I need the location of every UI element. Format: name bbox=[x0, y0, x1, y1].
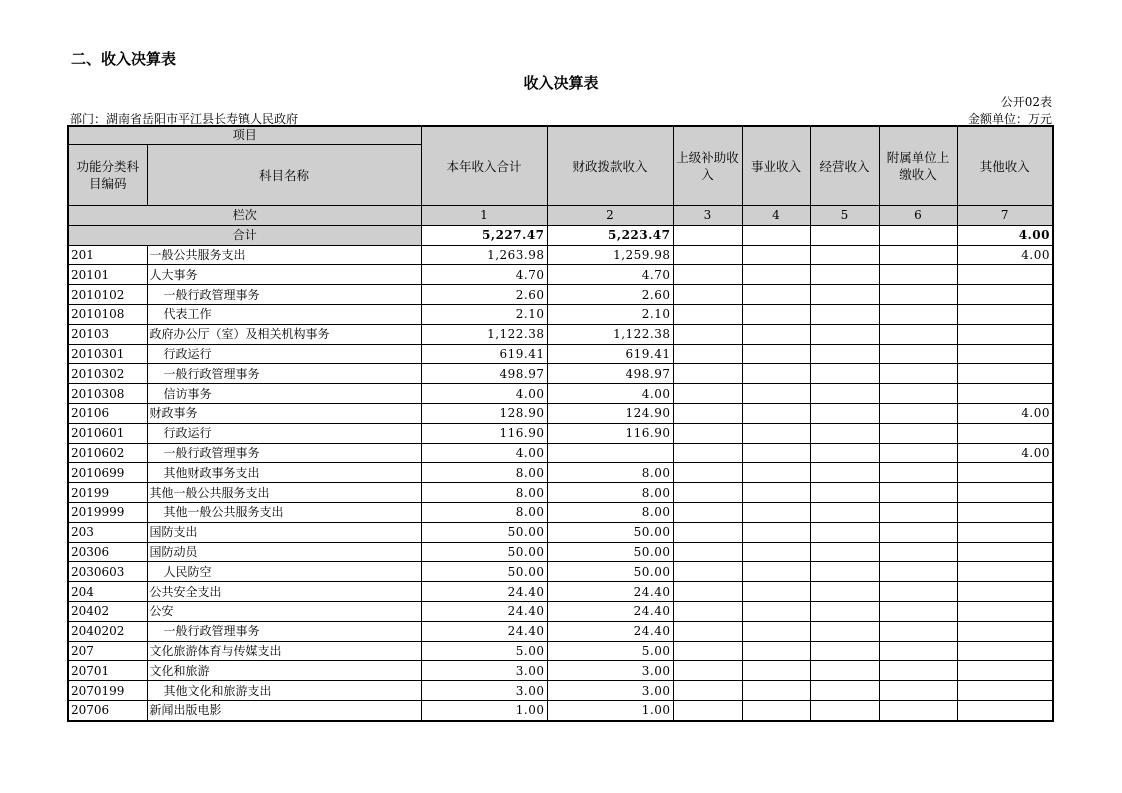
row-value bbox=[879, 542, 957, 562]
row-value bbox=[673, 304, 742, 324]
row-value: 50.00 bbox=[421, 542, 547, 562]
row-value bbox=[810, 621, 879, 641]
row-value bbox=[879, 601, 957, 621]
row-name: 一般行政管理事务 bbox=[147, 364, 421, 384]
row-value bbox=[547, 443, 673, 463]
row-value bbox=[742, 304, 810, 324]
header-col-3: 上级补助收入 bbox=[673, 126, 742, 206]
row-value: 24.40 bbox=[547, 601, 673, 621]
row-code: 2010602 bbox=[68, 443, 147, 463]
col-num: 5 bbox=[810, 206, 879, 226]
row-value: 50.00 bbox=[421, 522, 547, 542]
row-value bbox=[673, 641, 742, 661]
row-value: 24.40 bbox=[421, 601, 547, 621]
row-value bbox=[957, 601, 1053, 621]
table-row bbox=[68, 522, 1053, 542]
form-number: 公开02表 bbox=[1000, 95, 1052, 109]
row-value bbox=[957, 463, 1053, 483]
row-label-cell: 栏次 bbox=[68, 206, 421, 226]
row-value bbox=[957, 681, 1053, 701]
row-value bbox=[879, 364, 957, 384]
row-code: 20402 bbox=[68, 601, 147, 621]
table-row bbox=[68, 641, 1053, 661]
row-value bbox=[879, 265, 957, 285]
row-value bbox=[879, 661, 957, 681]
row-value: 128.90 bbox=[421, 403, 547, 423]
header-col-1: 本年收入合计 bbox=[421, 126, 547, 206]
row-name: 公共安全支出 bbox=[147, 582, 421, 602]
row-name: 其他一般公共服务支出 bbox=[147, 502, 421, 522]
row-value bbox=[742, 681, 810, 701]
row-value bbox=[879, 562, 957, 582]
total-value bbox=[742, 225, 810, 245]
row-value bbox=[810, 364, 879, 384]
header-code: 功能分类科目编码 bbox=[68, 145, 147, 206]
row-value: 4.00 bbox=[547, 384, 673, 404]
row-value: 50.00 bbox=[547, 542, 673, 562]
row-name: 其他文化和旅游支出 bbox=[147, 681, 421, 701]
row-value bbox=[673, 601, 742, 621]
row-value: 24.40 bbox=[547, 621, 673, 641]
row-code: 203 bbox=[68, 522, 147, 542]
row-value: 498.97 bbox=[547, 364, 673, 384]
row-value: 24.40 bbox=[421, 621, 547, 641]
row-value bbox=[673, 265, 742, 285]
row-value: 8.00 bbox=[547, 483, 673, 503]
row-name: 人大事务 bbox=[147, 265, 421, 285]
row-name: 文化旅游体育与传媒支出 bbox=[147, 641, 421, 661]
row-value bbox=[742, 502, 810, 522]
table-row bbox=[68, 304, 1053, 324]
row-value bbox=[810, 601, 879, 621]
row-name: 行政运行 bbox=[147, 344, 421, 364]
total-value bbox=[673, 225, 742, 245]
row-code: 2070199 bbox=[68, 681, 147, 701]
row-name: 国防动员 bbox=[147, 542, 421, 562]
table-row bbox=[68, 384, 1053, 404]
row-value bbox=[673, 463, 742, 483]
row-value bbox=[810, 641, 879, 661]
row-value bbox=[879, 502, 957, 522]
row-value bbox=[742, 641, 810, 661]
row-value bbox=[879, 403, 957, 423]
table-row bbox=[68, 601, 1053, 621]
row-code: 2010699 bbox=[68, 463, 147, 483]
row-value bbox=[742, 700, 810, 720]
row-value bbox=[957, 502, 1053, 522]
row-value bbox=[742, 522, 810, 542]
row-value bbox=[742, 364, 810, 384]
row-value bbox=[810, 265, 879, 285]
row-value: 3.00 bbox=[547, 681, 673, 701]
row-value bbox=[742, 582, 810, 602]
row-code: 20103 bbox=[68, 324, 147, 344]
row-value bbox=[810, 443, 879, 463]
row-value: 4.00 bbox=[957, 245, 1053, 265]
row-code: 20701 bbox=[68, 661, 147, 681]
row-value: 24.40 bbox=[547, 582, 673, 602]
row-value bbox=[810, 483, 879, 503]
row-value bbox=[673, 324, 742, 344]
row-value bbox=[673, 443, 742, 463]
row-value bbox=[957, 324, 1053, 344]
row-value: 4.00 bbox=[957, 443, 1053, 463]
row-value bbox=[810, 700, 879, 720]
total-value: 4.00 bbox=[957, 225, 1053, 245]
row-value: 50.00 bbox=[421, 562, 547, 582]
row-name: 一般行政管理事务 bbox=[147, 621, 421, 641]
row-value bbox=[957, 344, 1053, 364]
row-code: 2010302 bbox=[68, 364, 147, 384]
row-value bbox=[673, 681, 742, 701]
page-title: 收入决算表 bbox=[523, 74, 599, 92]
income-table bbox=[67, 125, 1054, 722]
row-name: 财政事务 bbox=[147, 403, 421, 423]
row-code: 2040202 bbox=[68, 621, 147, 641]
row-code: 20199 bbox=[68, 483, 147, 503]
row-value bbox=[810, 344, 879, 364]
row-value bbox=[879, 681, 957, 701]
section-title: 二、收入决算表 bbox=[71, 50, 177, 68]
row-code: 2010601 bbox=[68, 423, 147, 443]
row-value bbox=[810, 522, 879, 542]
row-value bbox=[673, 562, 742, 582]
row-value bbox=[879, 621, 957, 641]
row-code: 2010308 bbox=[68, 384, 147, 404]
row-value bbox=[742, 542, 810, 562]
row-value bbox=[879, 522, 957, 542]
row-value bbox=[810, 285, 879, 305]
row-value: 116.90 bbox=[421, 423, 547, 443]
row-value: 5.00 bbox=[421, 641, 547, 661]
header-col-5: 经营收入 bbox=[810, 126, 879, 206]
row-value bbox=[673, 483, 742, 503]
header-col-7: 其他收入 bbox=[957, 126, 1053, 206]
row-value: 8.00 bbox=[547, 463, 673, 483]
table-row bbox=[68, 344, 1053, 364]
row-value bbox=[742, 601, 810, 621]
row-value bbox=[879, 483, 957, 503]
table-row bbox=[68, 542, 1053, 562]
row-name: 一般行政管理事务 bbox=[147, 443, 421, 463]
row-value: 2.60 bbox=[421, 285, 547, 305]
row-code: 2019999 bbox=[68, 502, 147, 522]
row-value bbox=[810, 562, 879, 582]
header-col-2: 财政拨款收入 bbox=[547, 126, 673, 206]
row-code: 2030603 bbox=[68, 562, 147, 582]
row-value bbox=[742, 562, 810, 582]
col-num: 1 bbox=[421, 206, 547, 226]
col-num: 4 bbox=[742, 206, 810, 226]
table-row bbox=[68, 502, 1053, 522]
row-value: 3.00 bbox=[421, 661, 547, 681]
table-row bbox=[68, 285, 1053, 305]
row-value bbox=[742, 483, 810, 503]
row-name: 国防支出 bbox=[147, 522, 421, 542]
row-value: 1.00 bbox=[421, 700, 547, 720]
row-value: 2.10 bbox=[547, 304, 673, 324]
col-num: 7 bbox=[957, 206, 1053, 226]
table-row bbox=[68, 364, 1053, 384]
total-value: 5,227.47 bbox=[421, 225, 547, 245]
row-name: 信访事务 bbox=[147, 384, 421, 404]
row-value bbox=[957, 265, 1053, 285]
row-name: 其他一般公共服务支出 bbox=[147, 483, 421, 503]
row-value: 8.00 bbox=[547, 502, 673, 522]
row-code: 20106 bbox=[68, 403, 147, 423]
row-value bbox=[742, 621, 810, 641]
table-row bbox=[68, 265, 1053, 285]
row-name: 一般公共服务支出 bbox=[147, 245, 421, 265]
row-value bbox=[673, 700, 742, 720]
row-code: 2010108 bbox=[68, 304, 147, 324]
row-value bbox=[879, 463, 957, 483]
row-code: 207 bbox=[68, 641, 147, 661]
row-value bbox=[673, 542, 742, 562]
row-name: 代表工作 bbox=[147, 304, 421, 324]
row-value bbox=[957, 621, 1053, 641]
row-name: 一般行政管理事务 bbox=[147, 285, 421, 305]
row-value: 8.00 bbox=[421, 463, 547, 483]
table-row bbox=[68, 621, 1053, 641]
col-num: 3 bbox=[673, 206, 742, 226]
row-value: 3.00 bbox=[421, 681, 547, 701]
row-value bbox=[810, 661, 879, 681]
row-value bbox=[810, 582, 879, 602]
row-value: 2.10 bbox=[421, 304, 547, 324]
row-value bbox=[879, 423, 957, 443]
row-value: 8.00 bbox=[421, 502, 547, 522]
row-value bbox=[810, 502, 879, 522]
row-code: 20706 bbox=[68, 700, 147, 720]
row-value: 3.00 bbox=[547, 661, 673, 681]
row-value: 619.41 bbox=[547, 344, 673, 364]
col-num: 2 bbox=[547, 206, 673, 226]
row-code: 201 bbox=[68, 245, 147, 265]
row-name: 政府办公厅（室）及相关机构事务 bbox=[147, 324, 421, 344]
row-value: 619.41 bbox=[421, 344, 547, 364]
row-value bbox=[957, 364, 1053, 384]
row-value bbox=[957, 582, 1053, 602]
row-value bbox=[673, 502, 742, 522]
row-name: 新闻出版电影 bbox=[147, 700, 421, 720]
row-value bbox=[957, 423, 1053, 443]
row-value bbox=[810, 304, 879, 324]
row-value bbox=[673, 245, 742, 265]
row-value: 4.70 bbox=[421, 265, 547, 285]
row-value: 4.00 bbox=[421, 384, 547, 404]
row-value bbox=[879, 443, 957, 463]
row-value bbox=[673, 423, 742, 443]
row-value bbox=[879, 582, 957, 602]
row-value bbox=[673, 384, 742, 404]
row-value: 4.00 bbox=[957, 403, 1053, 423]
row-value bbox=[957, 285, 1053, 305]
row-value bbox=[673, 582, 742, 602]
row-name: 人民防空 bbox=[147, 562, 421, 582]
col-num: 6 bbox=[879, 206, 957, 226]
row-value bbox=[957, 542, 1053, 562]
total-value bbox=[879, 225, 957, 245]
row-value bbox=[742, 403, 810, 423]
row-code: 20101 bbox=[68, 265, 147, 285]
table-row bbox=[68, 245, 1053, 265]
row-value bbox=[879, 285, 957, 305]
table-row bbox=[68, 681, 1053, 701]
table-row bbox=[68, 483, 1053, 503]
table-row bbox=[68, 443, 1053, 463]
row-value: 1,259.98 bbox=[547, 245, 673, 265]
table-row bbox=[68, 700, 1053, 720]
row-value bbox=[810, 324, 879, 344]
row-value bbox=[673, 621, 742, 641]
header-col-6: 附属单位上缴收入 bbox=[879, 126, 957, 206]
table-body bbox=[68, 245, 1053, 721]
row-value bbox=[742, 463, 810, 483]
row-value bbox=[810, 542, 879, 562]
row-code: 20306 bbox=[68, 542, 147, 562]
row-value bbox=[742, 285, 810, 305]
row-value: 498.97 bbox=[421, 364, 547, 384]
row-value: 4.70 bbox=[547, 265, 673, 285]
row-value bbox=[957, 661, 1053, 681]
row-value bbox=[742, 423, 810, 443]
row-code: 2010102 bbox=[68, 285, 147, 305]
table-row bbox=[68, 661, 1053, 681]
row-value bbox=[742, 661, 810, 681]
total-value: 5,223.47 bbox=[547, 225, 673, 245]
row-value bbox=[957, 700, 1053, 720]
table-row bbox=[68, 423, 1053, 443]
row-value: 5.00 bbox=[547, 641, 673, 661]
row-value bbox=[810, 681, 879, 701]
table-row bbox=[68, 403, 1053, 423]
row-value bbox=[742, 443, 810, 463]
row-value: 24.40 bbox=[421, 582, 547, 602]
row-value bbox=[810, 463, 879, 483]
row-value bbox=[673, 522, 742, 542]
row-value bbox=[957, 384, 1053, 404]
row-value: 1,122.38 bbox=[421, 324, 547, 344]
header-item: 项目 bbox=[68, 126, 421, 145]
row-value: 116.90 bbox=[547, 423, 673, 443]
row-value: 50.00 bbox=[547, 522, 673, 542]
row-value bbox=[673, 403, 742, 423]
row-value bbox=[879, 245, 957, 265]
table-row bbox=[68, 562, 1053, 582]
total-label: 合计 bbox=[68, 225, 421, 245]
row-code: 2010301 bbox=[68, 344, 147, 364]
row-value bbox=[879, 304, 957, 324]
row-value bbox=[810, 403, 879, 423]
row-value bbox=[879, 324, 957, 344]
row-value bbox=[742, 324, 810, 344]
row-value bbox=[879, 700, 957, 720]
row-value: 124.90 bbox=[547, 403, 673, 423]
row-value bbox=[957, 641, 1053, 661]
row-value bbox=[673, 364, 742, 384]
row-value bbox=[742, 344, 810, 364]
table-row bbox=[68, 582, 1053, 602]
table-row bbox=[68, 324, 1053, 344]
row-value bbox=[879, 384, 957, 404]
row-name: 行政运行 bbox=[147, 423, 421, 443]
row-value bbox=[879, 641, 957, 661]
row-name: 文化和旅游 bbox=[147, 661, 421, 681]
row-value: 50.00 bbox=[547, 562, 673, 582]
row-code: 204 bbox=[68, 582, 147, 602]
row-value bbox=[673, 661, 742, 681]
department-label: 部门：湖南省岳阳市平江县长寿镇人民政府 bbox=[70, 112, 299, 126]
row-value bbox=[957, 522, 1053, 542]
row-value bbox=[810, 423, 879, 443]
row-name: 其他财政事务支出 bbox=[147, 463, 421, 483]
unit-label: 金额单位：万元 bbox=[967, 112, 1052, 126]
row-value: 1.00 bbox=[547, 700, 673, 720]
row-value bbox=[957, 483, 1053, 503]
row-value bbox=[742, 245, 810, 265]
total-value bbox=[810, 225, 879, 245]
row-value bbox=[879, 344, 957, 364]
table-row bbox=[68, 463, 1053, 483]
header-col-4: 事业收入 bbox=[742, 126, 810, 206]
row-value bbox=[810, 245, 879, 265]
row-value bbox=[810, 384, 879, 404]
row-name: 公安 bbox=[147, 601, 421, 621]
header-name: 科目名称 bbox=[147, 145, 421, 206]
row-value bbox=[957, 562, 1053, 582]
row-value bbox=[742, 384, 810, 404]
row-value bbox=[673, 285, 742, 305]
row-value: 1,263.98 bbox=[421, 245, 547, 265]
row-value: 8.00 bbox=[421, 483, 547, 503]
row-value bbox=[742, 265, 810, 285]
row-value: 4.00 bbox=[421, 443, 547, 463]
row-value: 2.60 bbox=[547, 285, 673, 305]
row-value: 1,122.38 bbox=[547, 324, 673, 344]
row-value bbox=[957, 304, 1053, 324]
row-value bbox=[673, 344, 742, 364]
